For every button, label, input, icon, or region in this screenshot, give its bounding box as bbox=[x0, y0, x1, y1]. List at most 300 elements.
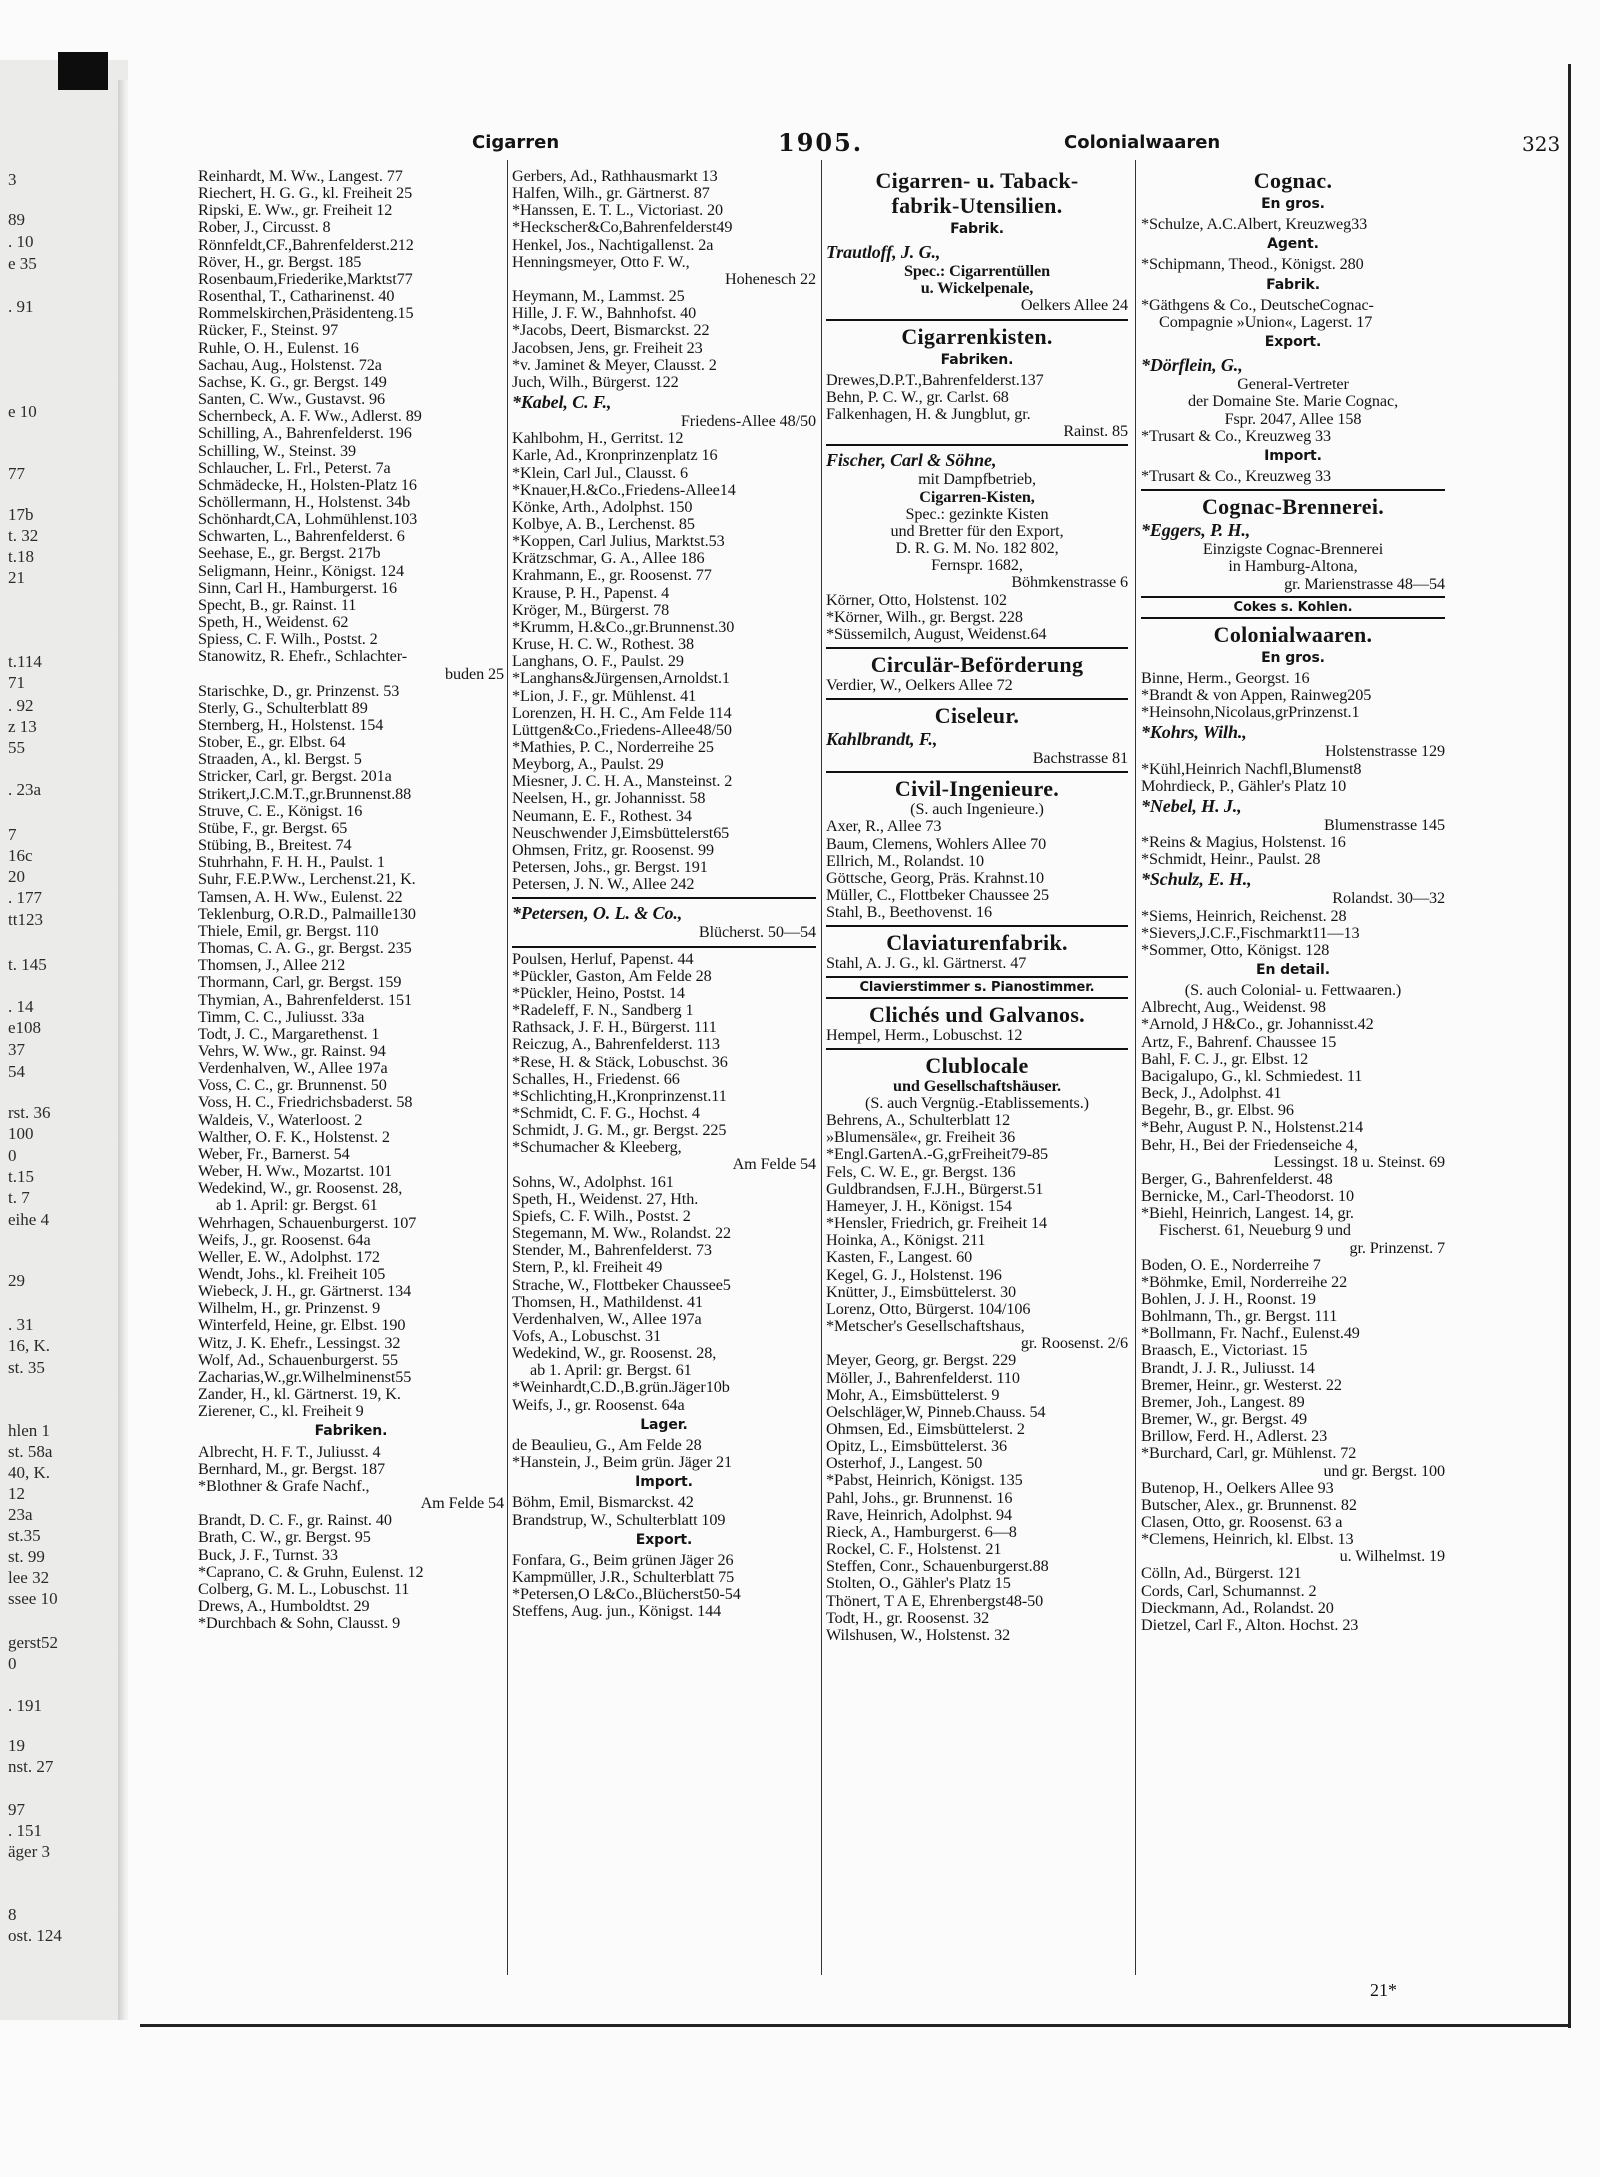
directory-entry: *Hanstein, J., Beim grün. Jäger 21 bbox=[512, 1454, 733, 1472]
directory-entry: Reiczug, A., Bahrenfelderst. 113 bbox=[512, 1036, 720, 1054]
directory-entry: *Sommer, Otto, Königst. 128 bbox=[1141, 941, 1330, 959]
previous-page-text-fragment: lee 32 bbox=[8, 1568, 50, 1587]
previous-page-text-fragment: ssee 10 bbox=[8, 1589, 58, 1608]
directory-entry: *Schipmann, Theod., Königst. 280 bbox=[1141, 256, 1364, 274]
directory-entry: Drewes,D.P.T.,Bahrenfelderst.137 bbox=[826, 371, 1044, 389]
directory-entry: *Trusart & Co., Kreuzweg 33 bbox=[1141, 427, 1332, 445]
subsection-heading: Export. bbox=[635, 1531, 693, 1548]
directory-entry: Rave, Heinrich, Adolphst. 94 bbox=[826, 1506, 1013, 1524]
directory-entry: Bremer, Joh., Langest. 89 bbox=[1141, 1393, 1305, 1411]
previous-page-text-fragment: gerst52 bbox=[8, 1633, 59, 1652]
directory-entry: Rieck, A., Hamburgerst. 6—8 bbox=[826, 1523, 1017, 1541]
section-rule bbox=[512, 897, 816, 899]
directory-entry: *Pabst, Heinrich, Königst. 135 bbox=[826, 1472, 1023, 1490]
directory-entry: *Koppen, Carl Julius, Marktst.53 bbox=[512, 533, 725, 551]
entry-detail-line: u. Wickelpenale, bbox=[920, 280, 1034, 298]
directory-entry: *Krumm, H.&Co.,gr.Brunnenst.30 bbox=[512, 618, 735, 636]
directory-entry: Spiess, C. F. Wilh., Postst. 2 bbox=[198, 631, 378, 649]
directory-entry: Göttsche, Georg, Präs. Krahnst.10 bbox=[826, 869, 1045, 887]
directory-entry: Verdier, W., Oelkers Allee 72 bbox=[826, 676, 1013, 694]
directory-entry: Oelschläger,W, Pinneb.Chauss. 54 bbox=[826, 1403, 1046, 1421]
entry-continuation: Am Felde 54 bbox=[420, 1495, 504, 1513]
section-heading: Cognac-Brennerei. bbox=[1201, 494, 1385, 520]
directory-entry: *Engl.GartenA.-G,grFreiheit79-85 bbox=[826, 1146, 1049, 1164]
previous-page-text-fragment: z 13 bbox=[8, 717, 37, 736]
directory-entry: Brandt, J. J. R., Juliusst. 14 bbox=[1141, 1359, 1315, 1377]
directory-entry: Wilshusen, W., Holstenst. 32 bbox=[826, 1626, 1011, 1644]
entry-detail-line: der Domaine Ste. Marie Cognac, bbox=[1187, 393, 1399, 411]
directory-entry: Albrecht, Aug., Weidenst. 98 bbox=[1141, 999, 1326, 1017]
directory-entry: *Schmidt, C. F. G., Hochst. 4 bbox=[512, 1104, 700, 1122]
previous-page-text-fragment: st. 35 bbox=[8, 1358, 45, 1377]
directory-entry: Vofs, A., Lobuschst. 31 bbox=[512, 1328, 661, 1345]
previous-page-text-fragment: 77 bbox=[8, 464, 25, 483]
section-heading: Cognac. bbox=[1253, 168, 1333, 193]
previous-page-text-fragment: t.15 bbox=[8, 1167, 34, 1186]
previous-page-text-fragment: st.35 bbox=[8, 1526, 41, 1545]
entry-continuation: buden 25 bbox=[445, 665, 504, 683]
entry-detail-line: Spec.: gezinkte Kisten bbox=[905, 505, 1049, 523]
directory-entry: Steffens, Aug. jun., Königst. 144 bbox=[512, 1603, 722, 1621]
directory-entry: *Siems, Heinrich, Reichenst. 28 bbox=[1141, 907, 1347, 925]
directory-entry: »Blumensäle«, gr. Freiheit 36 bbox=[826, 1129, 1016, 1147]
previous-page-text-fragment: t. 32 bbox=[8, 526, 39, 545]
directory-entry: Stolten, O., Gähler's Platz 15 bbox=[826, 1575, 1011, 1593]
directory-entry: *Rese, H. & Stäck, Lobuschst. 36 bbox=[512, 1053, 728, 1071]
directory-entry: Opitz, L., Eimsbüttelerst. 36 bbox=[826, 1438, 1007, 1456]
running-head-left: Cigarren bbox=[472, 132, 560, 153]
entry-continuation: u. Wilhelmst. 19 bbox=[1339, 1548, 1445, 1566]
directory-entry: Lorenzen, H. H. C., Am Felde 114 bbox=[512, 704, 732, 722]
entry-detail-line: und Bretter für den Export, bbox=[890, 522, 1064, 540]
directory-entry: Wendt, Johs., kl. Freiheit 105 bbox=[198, 1266, 386, 1283]
entry-detail-line: (S. auch Colonial- u. Fettwaaren.) bbox=[1184, 982, 1402, 1000]
directory-entry: *Hanssen, E. T. L., Victoriast. 20 bbox=[512, 202, 723, 220]
directory-entry: Binne, Herm., Georgst. 16 bbox=[1141, 669, 1310, 687]
directory-entry: Müller, C., Flottbeker Chaussee 25 bbox=[826, 887, 1049, 905]
featured-entry-name: Fischer, Carl & Söhne, bbox=[826, 450, 997, 471]
directory-entry: *Bollmann, Fr. Nachf., Eulenst.49 bbox=[1141, 1325, 1360, 1343]
directory-entry: Petersen, J. N. W., Allee 242 bbox=[512, 876, 695, 894]
directory-entry: Bacigalupo, G., kl. Schmiedest. 11 bbox=[1141, 1067, 1363, 1085]
directory-entry: Kasten, F., Langest. 60 bbox=[826, 1249, 973, 1267]
section-rule bbox=[826, 319, 1128, 321]
directory-entry: Butscher, Alex., gr. Brunnenst. 82 bbox=[1141, 1496, 1357, 1514]
featured-entry-name: Trautloff, J. G., bbox=[826, 242, 941, 263]
directory-entry: Wiebeck, J. H., gr. Gärtnerst. 134 bbox=[198, 1283, 412, 1301]
directory-entry: Röver, H., gr. Bergst. 185 bbox=[198, 253, 362, 271]
previous-page-text-fragment: 0 bbox=[8, 1654, 17, 1673]
previous-page-text-fragment: . 92 bbox=[8, 696, 34, 715]
directory-entry: Schilling, W., Steinst. 39 bbox=[198, 442, 356, 460]
entry-detail-line: (S. auch Ingenieure.) bbox=[910, 801, 1044, 819]
entry-continuation: Hohenesch 22 bbox=[725, 270, 816, 288]
previous-page-text-fragment: äger 3 bbox=[8, 1842, 51, 1861]
entry-continuation: gr. Marienstrasse 48—54 bbox=[1284, 575, 1445, 593]
directory-entry: Meyborg, A., Paulst. 29 bbox=[512, 756, 664, 774]
subsection-heading: En gros. bbox=[1261, 196, 1325, 212]
directory-entry: Albrecht, H. F. T., Juliusst. 4 bbox=[198, 1443, 381, 1461]
directory-entry: Weifs, J., gr. Roosenst. 64a bbox=[512, 1396, 685, 1414]
directory-entry: *Schumacher & Kleeberg, bbox=[512, 1139, 682, 1157]
directory-entry: Ohmsen, Fritz, gr. Roosenst. 99 bbox=[512, 841, 714, 859]
directory-entry: Santen, C. Ww., Gustavst. 96 bbox=[198, 391, 385, 409]
previous-page-text-fragment: 8 bbox=[8, 1905, 17, 1924]
previous-page-text-fragment: st. 99 bbox=[8, 1547, 45, 1566]
directory-entry: Bahl, F. C. J., gr. Elbst. 12 bbox=[1141, 1050, 1309, 1068]
directory-entry: Miesner, J. C. H. A., Mansteinst. 2 bbox=[512, 773, 733, 791]
subsection-heading: Fabrik. bbox=[950, 221, 1004, 237]
directory-entry: *Petersen,O L&Co.,Blücherst50-54 bbox=[512, 1586, 741, 1604]
directory-entry: Colberg, G. M. L., Lobuschst. 11 bbox=[198, 1580, 410, 1598]
directory-entry: Dieckmann, Ad., Rolandst. 20 bbox=[1141, 1599, 1334, 1617]
directory-entry: *Körner, Wilh., gr. Bergst. 228 bbox=[826, 608, 1023, 626]
entry-continuation: ab 1. April: gr. Bergst. 61 bbox=[216, 1197, 378, 1215]
previous-page-text-fragment: 71 bbox=[8, 673, 25, 692]
directory-entry: Suhr, F.E.P.Ww., Lerchenst.21, K. bbox=[198, 871, 416, 889]
directory-entry: Bohlmann, Th., gr. Bergst. 111 bbox=[1141, 1308, 1338, 1326]
directory-entry: Henkel, Jos., Nachtigallenst. 2a bbox=[512, 236, 714, 254]
directory-entry: *Schmidt, Heinr., Paulst. 28 bbox=[1141, 851, 1321, 869]
directory-entry: Krätzschmar, G. A., Allee 186 bbox=[512, 550, 705, 568]
directory-entry: Verdenhalven, W., Allee 197a bbox=[198, 1060, 388, 1078]
directory-entry: Mohrdieck, P., Gähler's Platz 10 bbox=[1141, 777, 1347, 795]
directory-entry: Zacharias,W.,gr.Wilhelminenst55 bbox=[198, 1368, 412, 1386]
directory-entry: Stober, E., gr. Elbst. 64 bbox=[198, 734, 346, 752]
entry-continuation: Blücherst. 50—54 bbox=[698, 924, 816, 942]
directory-entry: Falkenhagen, H. & Jungblut, gr. bbox=[826, 406, 1031, 424]
directory-entry: Lorenz, Otto, Bürgerst. 104/106 bbox=[826, 1300, 1031, 1318]
directory-entry: Rockel, C. F., Holstenst. 21 bbox=[826, 1541, 1002, 1559]
directory-entry: Krahmann, E., gr. Roosenst. 77 bbox=[512, 567, 712, 585]
previous-page-text-fragment: t.114 bbox=[8, 652, 42, 671]
directory-entry: Stegemann, M. Ww., Rolandst. 22 bbox=[512, 1225, 732, 1243]
directory-entry: *Heinsohn,Nicolaus,grPrinzenst.1 bbox=[1141, 704, 1360, 722]
directory-entry: Neumann, E. F., Rothest. 34 bbox=[512, 807, 692, 825]
directory-entry: Sternberg, H., Holstenst. 154 bbox=[198, 717, 384, 734]
directory-entry: Spiefs, C. F. Wilh., Postst. 2 bbox=[512, 1207, 691, 1225]
directory-entry: Zander, H., kl. Gärtnerst. 19, K. bbox=[198, 1386, 401, 1404]
directory-entry: Seligmann, Heinr., Königst. 124 bbox=[198, 562, 404, 580]
entry-detail-line: (S. auch Vergnüg.-Etablissements.) bbox=[865, 1095, 1089, 1112]
directory-entry: Poulsen, Herluf, Papenst. 44 bbox=[512, 950, 694, 968]
directory-entry: Möller, J., Bahrenfelderst. 110 bbox=[826, 1369, 1020, 1387]
directory-entry: Wehrhagen, Schauenburgerst. 107 bbox=[198, 1214, 417, 1232]
directory-entry: Voss, H. C., Friedrichsbaderst. 58 bbox=[198, 1094, 413, 1112]
featured-entry-name: *Eggers, P. H., bbox=[1141, 520, 1251, 541]
directory-entry: *Gäthgens & Co., DeutscheCognac- bbox=[1141, 296, 1374, 314]
featured-entry-name: Kahlbrandt, F., bbox=[826, 729, 938, 750]
directory-entry: Ohmsen, Ed., Eimsbüttelerst. 2 bbox=[826, 1420, 1025, 1438]
directory-entry: Wedekind, W., gr. Roosenst. 28, bbox=[512, 1345, 717, 1363]
directory-entry: Rosenbaum,Friederike,Marktst77 bbox=[198, 270, 413, 288]
section-rule bbox=[1141, 489, 1445, 491]
directory-entry: Schernbeck, A. F. Ww., Adlerst. 89 bbox=[198, 408, 422, 426]
section-heading: Claviaturenfabrik. bbox=[886, 930, 1068, 956]
entry-detail-line: D. R. G. M. No. 182 802, bbox=[895, 540, 1059, 558]
previous-page-text-fragment: 16c bbox=[8, 846, 33, 865]
directory-entry: Sohns, W., Adolphst. 161 bbox=[512, 1173, 674, 1191]
entry-continuation: ab 1. April: gr. Bergst. 61 bbox=[530, 1362, 692, 1380]
section-heading: Cigarrenkisten. bbox=[901, 323, 1053, 349]
directory-entry: Rober, J., Circusst. 8 bbox=[198, 219, 331, 237]
entry-continuation: Compagnie »Union«, Lagerst. 17 bbox=[1159, 313, 1373, 331]
featured-entry-name: *Petersen, O. L. & Co., bbox=[512, 903, 683, 924]
section-rule bbox=[826, 771, 1128, 773]
running-head-year: 1905. bbox=[778, 128, 864, 157]
entry-detail-line: General-Vertreter bbox=[1237, 376, 1349, 394]
entry-detail-line: Spec.: Cigarrentüllen bbox=[904, 263, 1050, 281]
directory-entry: Strikert,J.C.M.T.,gr.Brunnenst.88 bbox=[198, 785, 412, 803]
section-heading: Clublocale bbox=[925, 1052, 1029, 1078]
directory-entry: Struve, C. E., Königst. 16 bbox=[198, 802, 363, 820]
directory-entry: *Clemens, Heinrich, kl. Elbst. 13 bbox=[1141, 1531, 1354, 1549]
directory-entry: Sinn, Carl H., Hamburgerst. 16 bbox=[198, 579, 398, 597]
directory-entry: Schönhardt,CA, Lohmühlenst.103 bbox=[198, 511, 418, 529]
directory-entry: Weifs, J., gr. Roosenst. 64a bbox=[198, 1231, 371, 1249]
entry-continuation: und gr. Bergst. 100 bbox=[1323, 1462, 1445, 1480]
directory-entry: Bremer, Heinr., gr. Westerst. 22 bbox=[1141, 1376, 1342, 1394]
previous-page-text-fragment: t. 7 bbox=[8, 1188, 30, 1207]
directory-entry: Kröger, M., Bürgerst. 78 bbox=[512, 601, 670, 619]
directory-entry: Walther, O. F. K., Holstenst. 2 bbox=[198, 1128, 390, 1146]
directory-entry: Specht, B., gr. Rainst. 11 bbox=[198, 596, 357, 614]
entry-detail-line: Fspr. 2047, Allee 158 bbox=[1224, 410, 1362, 428]
directory-entry: Böhm, Emil, Bismarckst. 42 bbox=[512, 1494, 694, 1512]
directory-entry: *Hensler, Friedrich, gr. Freiheit 14 bbox=[826, 1215, 1047, 1233]
directory-entry: Henningsmeyer, Otto F. W., bbox=[512, 253, 690, 271]
directory-entry: Stricker, Carl, gr. Bergst. 201a bbox=[198, 768, 392, 786]
section-heading: Civil-Ingenieure. bbox=[894, 776, 1060, 802]
entry-continuation: Fischerst. 61, Neueburg 9 und bbox=[1159, 1222, 1351, 1240]
directory-entry: Brandstrup, W., Schulterblatt 109 bbox=[512, 1511, 726, 1529]
directory-entry: Brath, C. W., gr. Bergst. 95 bbox=[198, 1529, 371, 1547]
previous-page-text-fragment: . 191 bbox=[8, 1696, 42, 1715]
directory-entry: Speth, H., Weidenst. 62 bbox=[198, 614, 349, 632]
directory-entry: Wilhelm, H., gr. Prinzenst. 9 bbox=[198, 1300, 381, 1318]
signature-mark: 21* bbox=[1370, 1980, 1397, 2000]
entry-continuation: Böhmkenstrasse 6 bbox=[1011, 574, 1128, 592]
directory-entry: de Beaulieu, G., Am Felde 28 bbox=[512, 1436, 702, 1454]
directory-entry: Butenop, H., Oelkers Allee 93 bbox=[1141, 1479, 1334, 1497]
directory-entry: Rücker, F., Steinst. 97 bbox=[198, 322, 339, 340]
directory-entry: Bohlen, J. J. H., Roonst. 19 bbox=[1141, 1290, 1316, 1308]
directory-entry: *Trusart & Co., Kreuzweg 33 bbox=[1141, 468, 1332, 486]
directory-entry: *Reins & Magius, Holstenst. 16 bbox=[1141, 834, 1346, 852]
directory-entry: *Schulze, A.C.Albert, Kreuzweg33 bbox=[1141, 216, 1368, 234]
subsection-heading: Import. bbox=[635, 1474, 693, 1491]
section-heading: Clichés und Galvanos. bbox=[869, 1001, 1085, 1027]
previous-page-text-fragment: 3 bbox=[8, 170, 17, 189]
featured-entry-name: *Nebel, H. J., bbox=[1141, 795, 1242, 816]
previous-page-text-fragment: 12 bbox=[8, 1484, 25, 1503]
directory-entry: Buck, J. F., Turnst. 33 bbox=[198, 1546, 338, 1564]
binding-tab bbox=[58, 52, 108, 90]
directory-entry: *Metscher's Gesellschaftshaus, bbox=[826, 1318, 1025, 1336]
directory-entry: Könke, Arth., Adolphst. 150 bbox=[512, 498, 693, 516]
directory-entry: Petersen, Johs., gr. Bergst. 191 bbox=[512, 859, 708, 877]
directory-column-3 bbox=[826, 168, 1128, 1644]
featured-entry-name: *Schulz, E. H., bbox=[1141, 869, 1252, 890]
directory-entry: Sachau, Aug., Holstenst. 72a bbox=[198, 356, 382, 374]
directory-entry: Lüttgen&Co.,Friedens-Allee48/50 bbox=[512, 721, 732, 739]
directory-entry: Neelsen, H., gr. Johannisst. 58 bbox=[512, 790, 706, 808]
previous-page-text-fragment: 29 bbox=[8, 1271, 25, 1290]
directory-entry: Rosenthal, T., Catharinenst. 40 bbox=[198, 288, 395, 306]
section-heading: Colonialwaaren. bbox=[1213, 621, 1373, 647]
previous-page-text-fragment: . 177 bbox=[8, 888, 42, 907]
directory-entry: Stuhrhahn, F. H. H., Paulst. 1 bbox=[198, 854, 385, 872]
directory-entry: Axer, R., Allee 73 bbox=[826, 818, 942, 836]
featured-entry-name: *Kabel, C. F., bbox=[512, 392, 612, 413]
directory-entry: Thomas, C. A. G., gr. Bergst. 235 bbox=[198, 940, 412, 958]
previous-page-text-fragment: 20 bbox=[8, 867, 25, 886]
previous-page-text-fragment: 23a bbox=[8, 1505, 33, 1524]
previous-page-text-fragment: 100 bbox=[8, 1124, 34, 1143]
directory-entry: Cölln, Ad., Bürgerst. 121 bbox=[1141, 1565, 1302, 1583]
directory-entry: Schmidt, J. G. M., gr. Bergst. 225 bbox=[512, 1122, 727, 1140]
entry-continuation: Bachstrasse 81 bbox=[1032, 750, 1128, 768]
directory-entry: Krause, P. H., Papenst. 4 bbox=[512, 584, 670, 602]
directory-entry: Verdenhalven, W., Allee 197a bbox=[512, 1310, 702, 1328]
directory-entry: Kegel, G. J., Holstenst. 196 bbox=[826, 1266, 1002, 1284]
directory-entry: Beck, J., Adolphst. 41 bbox=[1141, 1085, 1282, 1103]
directory-entry: *Lion, J. F., gr. Mühlenst. 41 bbox=[512, 687, 697, 705]
directory-entry: Hameyer, J. H., Königst. 154 bbox=[826, 1197, 1012, 1215]
section-rule bbox=[826, 1048, 1128, 1050]
directory-entry: Sterly, G., Schulterblatt 89 bbox=[198, 699, 368, 717]
subsection-heading: Import. bbox=[1264, 447, 1322, 464]
directory-entry: *Jacobs, Deert, Bismarckst. 22 bbox=[512, 322, 710, 340]
featured-entry-name: *Dörflein, G., bbox=[1141, 355, 1243, 376]
previous-page-text-fragment: 21 bbox=[8, 568, 25, 587]
column-divider bbox=[507, 160, 508, 1975]
directory-entry: Weber, H. Ww., Mozartst. 101 bbox=[198, 1163, 392, 1181]
directory-entry: *Schlichting,H.,Kronprinzenst.11 bbox=[512, 1087, 727, 1105]
directory-entry: Thönert, T A E, Ehrenbergst48-50 bbox=[826, 1592, 1044, 1610]
directory-entry: Fonfara, G., Beim grünen Jäger 26 bbox=[512, 1551, 734, 1569]
previous-page-text-fragment: 37 bbox=[8, 1040, 25, 1059]
previous-page-text-fragment: . 151 bbox=[8, 1821, 42, 1840]
directory-entry: Schilling, A., Bahrenfelderst. 196 bbox=[198, 425, 412, 443]
entry-detail-line: in Hamburg-Altona, bbox=[1228, 558, 1358, 576]
directory-entry: Brillow, Ferd. H., Adlerst. 23 bbox=[1141, 1428, 1328, 1446]
directory-entry: *Biehl, Heinrich, Langest. 14, gr. bbox=[1141, 1205, 1354, 1223]
directory-entry: Stübe, F., gr. Bergst. 65 bbox=[198, 819, 348, 837]
directory-entry: Hoinka, A., Königst. 211 bbox=[826, 1232, 986, 1250]
directory-entry: *Behr, August P. N., Holstenst.214 bbox=[1141, 1119, 1364, 1137]
directory-entry: Dietzel, Carl F., Alton. Hochst. 23 bbox=[1141, 1616, 1359, 1634]
directory-entry: Langhans, O. F., Paulst. 29 bbox=[512, 653, 684, 671]
directory-entry: Thymian, A., Bahrenfelderst. 151 bbox=[198, 991, 412, 1009]
directory-entry: Wedekind, W., gr. Roosenst. 28, bbox=[198, 1180, 403, 1198]
previous-page-text-fragment: 17b bbox=[8, 505, 34, 524]
directory-entry: Knütter, J., Eimsbüttelerst. 30 bbox=[826, 1283, 1017, 1301]
subsection-heading: Fabrik. bbox=[1266, 276, 1320, 293]
previous-page-text-fragment: eihe 4 bbox=[8, 1210, 50, 1229]
directory-entry: Teklenburg, O.R.D., Palmaille130 bbox=[198, 905, 416, 923]
previous-page-text-fragment: 40, K. bbox=[8, 1463, 51, 1482]
directory-entry: Cords, Carl, Schumannst. 2 bbox=[1141, 1582, 1317, 1600]
previous-page-text-fragment: t. 145 bbox=[8, 955, 47, 974]
previous-page-text-fragment: e 35 bbox=[8, 254, 37, 273]
directory-column-4 bbox=[1141, 168, 1445, 1634]
directory-entry: *Burchard, Carl, gr. Mühlenst. 72 bbox=[1141, 1445, 1357, 1463]
column-divider bbox=[1135, 160, 1136, 1975]
section-heading: Circulär-Beförderung bbox=[870, 651, 1084, 677]
directory-entry: *Sievers,J.C.F.,Fischmarkt11—13 bbox=[1141, 924, 1360, 942]
entry-detail-line: Fernspr. 1682, bbox=[931, 557, 1023, 575]
directory-entry: Drews, A., Humboldtst. 29 bbox=[198, 1597, 370, 1615]
directory-entry: Bernhard, M., gr. Bergst. 187 bbox=[198, 1460, 385, 1478]
entry-continuation: Friedens-Allee 48/50 bbox=[680, 413, 816, 431]
directory-entry: Rathsack, J. F. H., Bürgerst. 111 bbox=[512, 1019, 717, 1037]
directory-entry: Hempel, Herm., Lobuschst. 12 bbox=[826, 1026, 1023, 1044]
directory-entry: *Weinhardt,C.D.,B.grün.Jäger10b bbox=[512, 1379, 730, 1397]
directory-entry: *Arnold, J H&Co., gr. Johannisst.42 bbox=[1141, 1016, 1374, 1034]
entry-detail-line: mit Dampfbetrieb, bbox=[918, 471, 1036, 489]
directory-entry: Schwarten, L., Bahrenfelderst. 6 bbox=[198, 528, 405, 546]
directory-entry: Juch, Wilh., Bürgerst. 122 bbox=[512, 373, 679, 391]
directory-entry: Clasen, Otto, gr. Roosenst. 63 a bbox=[1141, 1514, 1343, 1531]
directory-entry: *Klein, Carl Jul., Clausst. 6 bbox=[512, 464, 689, 482]
directory-entry: Ruhle, O. H., Eulenst. 16 bbox=[198, 339, 359, 357]
directory-entry: Timm, C. C., Juliusst. 33a bbox=[198, 1008, 365, 1026]
subsection-heading: Fabriken. bbox=[314, 1423, 388, 1440]
directory-entry: Weller, E. W., Adolphst. 172 bbox=[198, 1248, 380, 1266]
directory-entry: Hille, J. F. W., Bahnhofst. 40 bbox=[512, 305, 697, 323]
section-heading: Ciseleur. bbox=[934, 703, 1020, 729]
directory-entry: Jacobsen, Jens, gr. Freiheit 23 bbox=[512, 339, 703, 357]
directory-entry: Vehrs, W. Ww., gr. Rainst. 94 bbox=[198, 1042, 386, 1060]
directory-entry: Reinhardt, M. Ww., Langest. 77 bbox=[198, 168, 403, 185]
previous-page-text-fragment: tt123 bbox=[8, 910, 43, 929]
previous-page-text-fragment: 55 bbox=[8, 738, 25, 757]
cross-reference: Cokes s. Kohlen. bbox=[1141, 596, 1445, 619]
directory-entry: *Kühl,Heinrich Nachfl,Blumenst8 bbox=[1141, 760, 1362, 778]
directory-entry: Voss, C. C., gr. Brunnenst. 50 bbox=[198, 1077, 387, 1095]
directory-entry: Schlaucher, L. Frl., Peterst. 7a bbox=[198, 459, 391, 477]
directory-entry: *Radeleff, F. N., Sandberg 1 bbox=[512, 1002, 694, 1020]
directory-entry: Meyer, Georg, gr. Bergst. 229 bbox=[826, 1352, 1017, 1370]
directory-entry: Kolbye, A. B., Lerchenst. 85 bbox=[512, 515, 695, 533]
directory-entry: Thomsen, J., Allee 212 bbox=[198, 957, 346, 975]
previous-page-edge bbox=[0, 60, 128, 2020]
directory-entry: Steffen, Conr., Schauenburgerst.88 bbox=[826, 1558, 1049, 1576]
directory-entry: Osterhof, J., Langest. 50 bbox=[826, 1455, 983, 1473]
directory-entry: Thormann, Carl, gr. Bergst. 159 bbox=[198, 974, 402, 992]
directory-entry: *Langhans&Jürgensen,Arnoldst.1 bbox=[512, 670, 730, 688]
directory-entry: Guldbrandsen, F.J.H., Bürgerst.51 bbox=[826, 1180, 1044, 1198]
subsection-heading: Lager. bbox=[640, 1416, 688, 1433]
directory-entry: Karle, Ad., Kronprinzenplatz 16 bbox=[512, 447, 718, 465]
directory-entry: Todt, H., gr. Roosenst. 32 bbox=[826, 1609, 990, 1627]
previous-page-text-fragment: . 91 bbox=[8, 297, 34, 316]
directory-entry: Körner, Otto, Holstenst. 102 bbox=[826, 591, 1007, 609]
directory-entry: Seehase, E., gr. Bergst. 217b bbox=[198, 545, 381, 563]
previous-page-text-fragment: 54 bbox=[8, 1062, 25, 1081]
directory-entry: Wolf, Ad., Schauenburgerst. 55 bbox=[198, 1351, 398, 1369]
section-rule bbox=[826, 647, 1128, 649]
previous-page-text-fragment: ost. 124 bbox=[8, 1926, 62, 1945]
previous-page-text-fragment: st. 58a bbox=[8, 1442, 53, 1461]
featured-entry-name: *Kohrs, Wilh., bbox=[1141, 722, 1247, 743]
directory-entry: Kruse, H. C. W., Rothest. 38 bbox=[512, 636, 695, 654]
directory-entry: Schöllermann, H., Holstenst. 34b bbox=[198, 493, 411, 511]
entry-continuation: Holstenstrasse 129 bbox=[1324, 743, 1445, 761]
directory-entry: Fels, C. W. E., gr. Bergst. 136 bbox=[826, 1163, 1016, 1181]
column-divider bbox=[821, 160, 822, 1975]
